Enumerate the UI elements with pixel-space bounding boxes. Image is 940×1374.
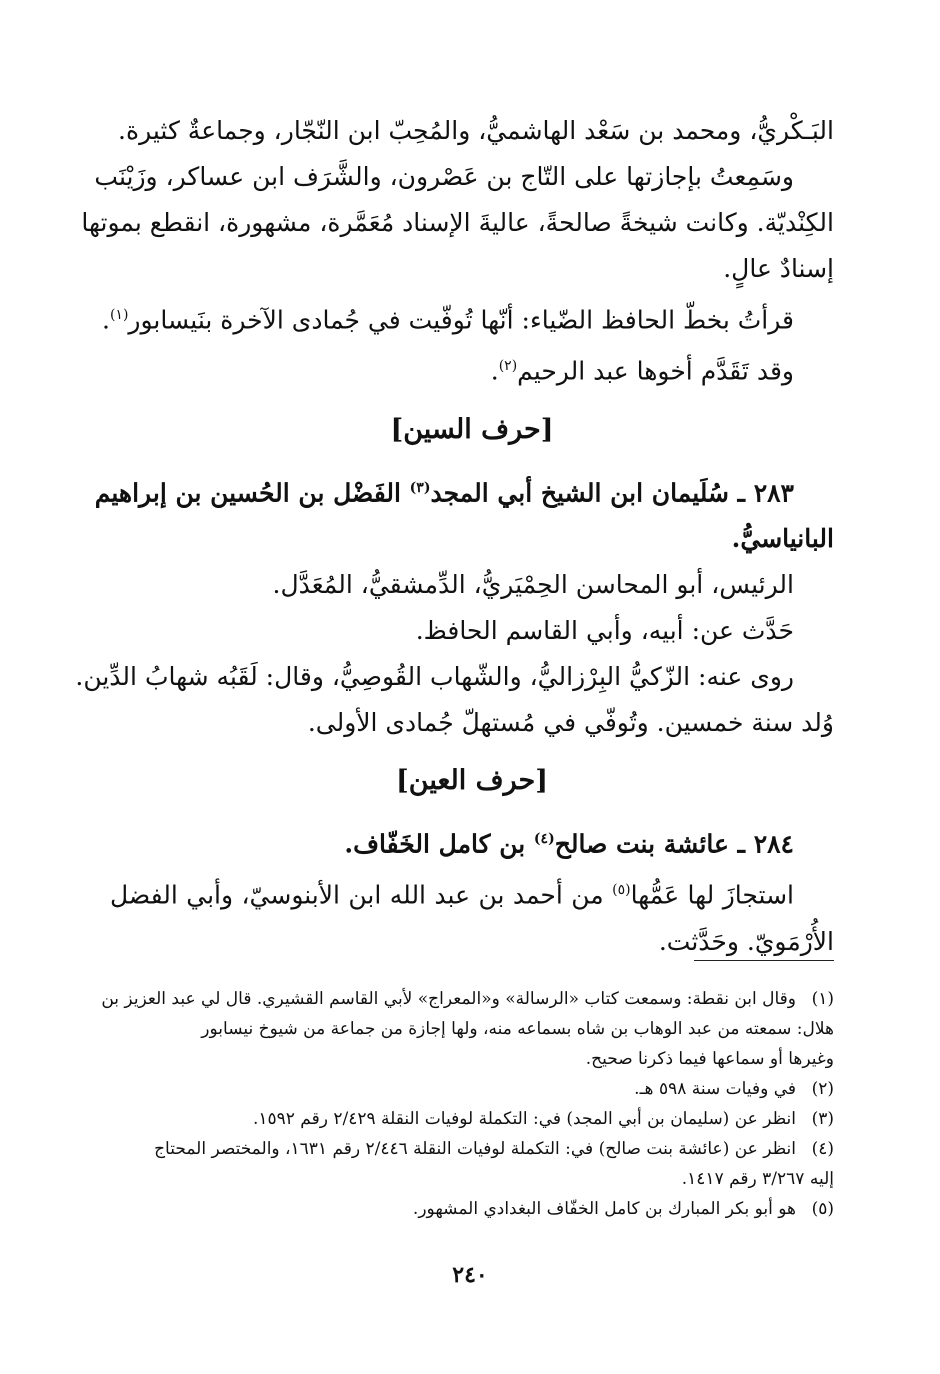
text-segment: قرأتُ بخطّ الحافظ الضّياء: أنّها تُوفّيت في جُمادى الآخرة بنَيسابور [128,305,794,335]
text-line: الكِنْديّة. وكانت شيخةً صالحةً، عاليةَ الإسناد مُعَمَّرة، مشهورة، انقطع بموتها [81,208,834,237]
footnote-number: (١) [811,989,834,1009]
footnote-1-cont: هلال: سمعته من عبد الوهاب بن شاه بسماعه منه، ولها إجازة من جماعة من شيوخ نيسابور [201,1019,834,1039]
text-segment: الفَضْل بن الحُسين بن إبراهيم [94,477,401,507]
section-heading-ayn: [حرف العين] [396,764,548,796]
text-line: الرئيس، أبو المحاسن الحِمْيَريُّ، الدِّمشقيُّ، المُعَدَّل. [272,569,794,599]
footnote-text: وقال ابن نقطة: وسمعت كتاب «الرسالة» و«المعراج» لأبي القاسم القشيري. قال لي عبد العزيز بن [101,989,796,1009]
entry-title-283 [94,465,834,516]
footnote-1 [101,984,834,1014]
footnote-text: هو أبو بكر المبارك بن كامل الخفّاف البغدادي المشهور. [412,1199,796,1219]
text-segment: بن كامل الخَفّاف. [344,829,526,859]
footnote-ref: (٥) [612,882,631,899]
footnote-number: (٥) [811,1199,834,1219]
footnote-number: (٤) [811,1139,834,1159]
footnote-3 [110,1104,834,1134]
text-line [110,867,834,918]
footnote-divider [694,960,834,961]
text-line: وسَمِعتُ بإجازتها على التّاج بن عَصْرون، والشَّرَف ابن عساكر، وزَيْنَب [94,162,794,191]
footnote-4-cont: إليه ٣/٢٦٧ رقم ١٤١٧. [681,1169,834,1189]
text-line: وُلد سنة خمسين. وتُوفّي في مُستهلّ جُمادى الأولى. [307,707,834,737]
footnote-text: انظر عن (عائشة بنت صالح) في: التكملة لوفيات النقلة ٢/٤٤٦ رقم ١٦٣١، والمختصر المحتاج [154,1139,796,1159]
footnote-ref: (١) [109,307,129,323]
footnote-2 [110,1074,834,1104]
text-segment: ٢٨٣ ـ سُلَيمان ابن الشيخ أبي المجد [430,477,794,507]
text-line: قرأتُ بخطّ الحافظ الضّياء: أنّها تُوفّيت في جُمادى الآخرة بنَيسابور$^{(١)}$. [101,305,794,335]
footnotes [101,984,834,1224]
main-text [75,108,834,965]
text-segment: وقد تَقَدَّم أخوها عبد الرحيم [517,356,794,386]
text-line: البَـكْريُّ، ومحمد بن سَعْد الهاشميُّ، والمُحِبّ ابن النّجّار، وجماعةٌ كثيرة. [118,116,834,145]
text-line: روى عنه: الزّكيُّ البِرْزاليُّ، والشّهاب القُوصِيُّ، وقال: لَقَبُه شهابُ الدِّين. [75,661,794,691]
footnote-ref: (٢) [498,358,518,375]
footnote-text: انظر عن (سليمان بن أبي المجد) في: التكملة لوفيات النقلة ٢/٤٢٩ رقم ١٥٩٢. [252,1109,796,1129]
footnote-number: (٢) [811,1079,834,1099]
text-line: وقد تَقَدَّم أخوها عبد الرحيم$^{(٢)}$. [490,356,794,386]
footnote-ref: (٤) [533,830,555,847]
text-segment: ٢٨٤ ـ عائشة بنت صالح [554,829,794,859]
section-heading-sin: [حرف السين] [390,413,554,445]
text-line: حَدَّث عن: أبيه، وأبي القاسم الحافظ. [415,615,794,645]
footnote-4 [110,1134,834,1164]
page-number: ٢٤٠ [452,1262,488,1288]
entry-title-284 [110,816,834,867]
footnote-5 [110,1194,834,1224]
entry-title-283-cont: البانياسيُّ. [731,523,834,553]
text-line: إسنادٌ عالٍ. [723,254,834,283]
text-segment: من أحمد بن عبد الله ابن الأبنوسيّ، وأبي الفضل [110,880,604,910]
text-line: الأُرْمَويّ. وحَدَّثت. [658,926,834,956]
footnote-text: في وفيات سنة ٥٩٨ هـ. [634,1079,796,1099]
footnote-1-cont: وغيرها أو سماعها فيما ذكرنا صحيح. [585,1049,834,1069]
footnote-number: (٣) [811,1109,834,1129]
footnote-ref: (٣) [409,479,431,496]
text-segment: استجازَ لها عَمُّها [630,880,794,910]
